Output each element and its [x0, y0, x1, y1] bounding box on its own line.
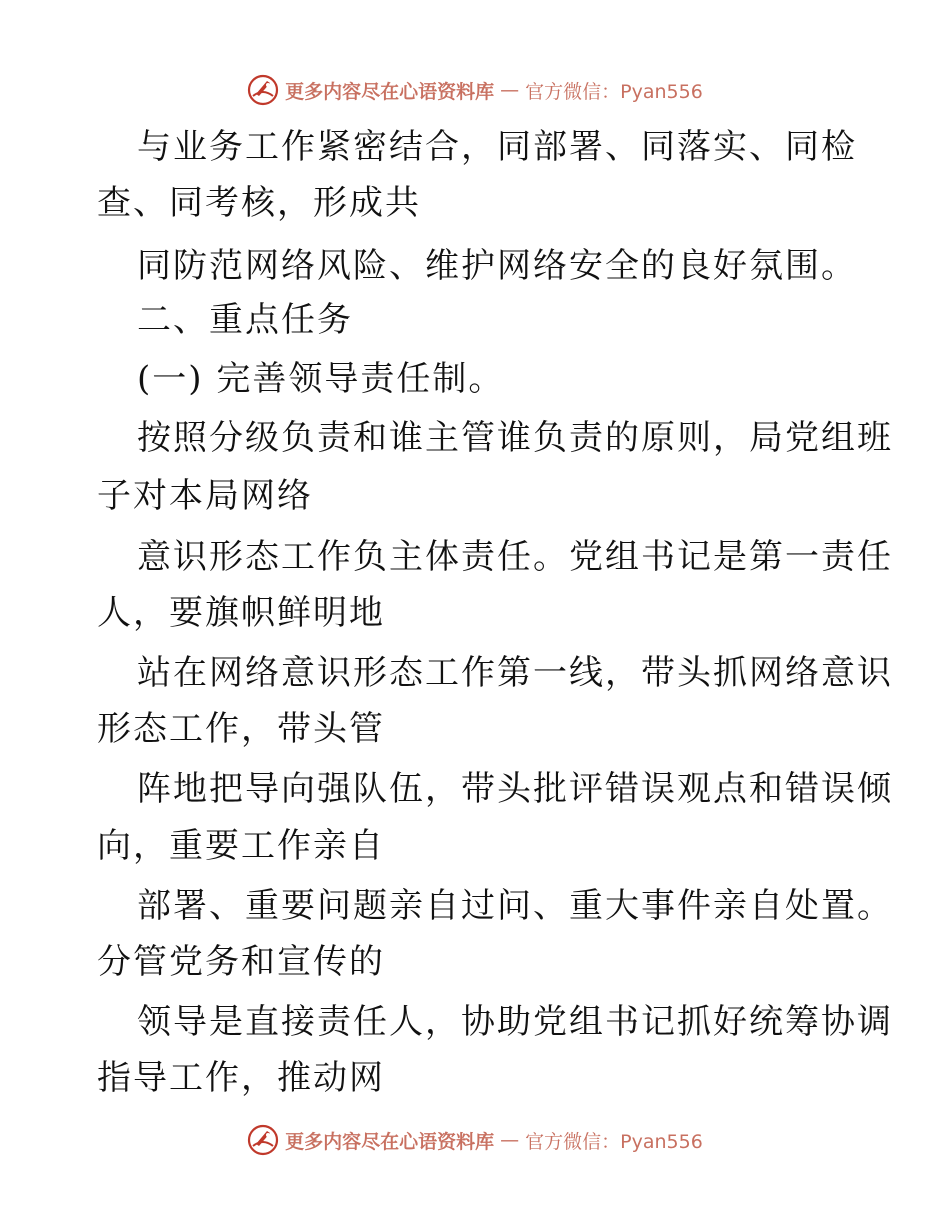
banner-brand-text: 更多内容尽在心语资料库 — [285, 80, 495, 103]
body-line: 阵地把导向强队伍，带头批评错误观点和错误倾 — [137, 769, 893, 809]
body-line: 子对本局网络 — [97, 476, 313, 516]
footer-banner — [0, 1120, 950, 1160]
body-line: 人，要旗帜鲜明地 — [97, 593, 385, 633]
banner-contact-text: 官方微信：Pyan556 — [525, 1130, 703, 1153]
banner-separator: — — [500, 79, 520, 101]
body-line: 部署、重要问题亲自过问、重大事件亲自处置。 — [137, 886, 893, 926]
section-heading: 二、重点任务 — [137, 300, 353, 340]
body-line: 意识形态工作负主体责任。党组书记是第一责任 — [137, 537, 893, 577]
body-line: 站在网络意识形态工作第一线，带头抓网络意识 — [137, 653, 893, 693]
banner-separator: — — [500, 1129, 520, 1151]
banner-brand-text: 更多内容尽在心语资料库 — [285, 1130, 495, 1153]
body-line: 领导是直接责任人，协助党组书记抓好统筹协调 — [137, 1002, 893, 1042]
subsection-heading: (一) 完善领导责任制。 — [137, 359, 505, 399]
body-line: 查、同考核，形成共 — [97, 183, 421, 223]
body-line: 指导工作，推动网 — [97, 1058, 385, 1098]
body-line: 向，重要工作亲自 — [97, 826, 385, 866]
body-line: 与业务工作紧密结合，同部署、同落实、同检 — [137, 127, 857, 167]
header-banner — [0, 70, 950, 110]
quill-book-logo-icon — [247, 74, 279, 106]
banner-contact-text: 官方微信：Pyan556 — [525, 80, 703, 103]
body-line: 形态工作，带头管 — [97, 709, 385, 749]
body-line: 分管党务和宣传的 — [97, 942, 385, 982]
quill-book-logo-icon — [247, 1124, 279, 1156]
body-line: 同防范网络风险、维护网络安全的良好氛围。 — [137, 246, 857, 286]
body-line: 按照分级负责和谁主管谁负责的原则，局党组班 — [137, 418, 893, 458]
